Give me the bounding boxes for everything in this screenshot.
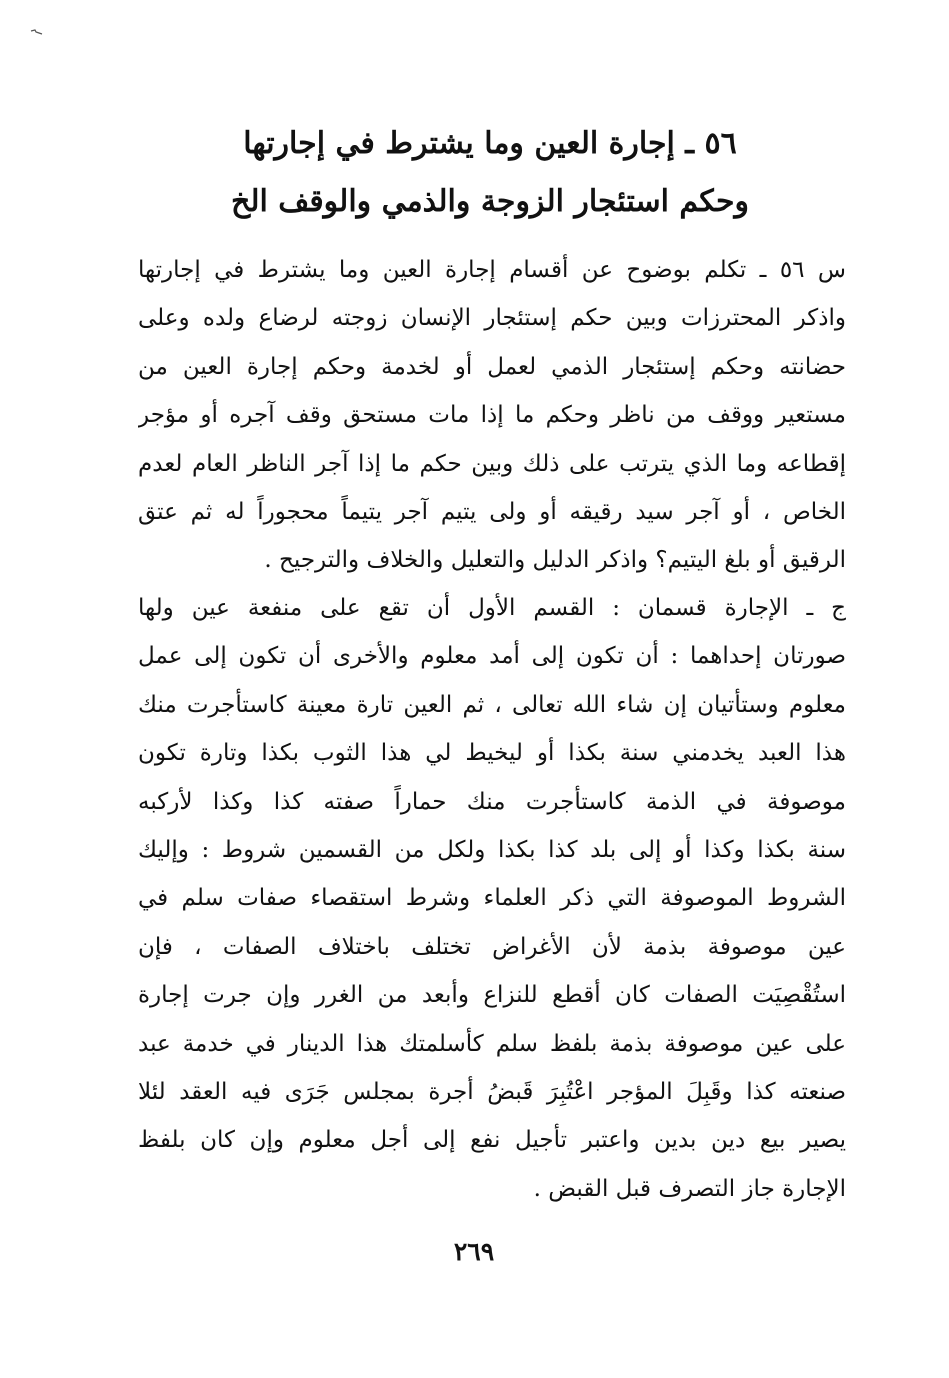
section-title-line-2: وحكم استئجار الزوجة والذمي والوقف الخ <box>231 184 749 219</box>
answer-line: استُقْصِيَت الصفات كان أقطع للنزاع وأبعد من الغرر وإن جرت إجارة <box>138 982 846 1009</box>
question-line: س ٥٦ ـ تكلم بوضوح عن أقسام إجارة العين وما يشترط في إجارتها <box>138 257 846 283</box>
section-title-line-1: ٥٦ ـ إجارة العين وما يشترط في إجارتها <box>243 126 737 161</box>
question-line: واذكر المحترزات وبين حكم إستئجار الإنسان زوجته لرضاع ولده وعلى <box>138 305 846 332</box>
answer-line: ج ـ الإجارة قسمان : القسم الأول أن تقع على منفعة عين ولها <box>138 595 846 621</box>
answer-line: على عين موصوفة بذمة بلفظ سلم كأسلمتك هذا الدينار في خدمة عبد <box>138 1030 846 1057</box>
page-number: ٢٦٩ <box>453 1237 495 1266</box>
answer-line: هذا العبد يخدمني سنة بكذا أو ليخيط لي هذا الثوب بكذا وتارة تكون <box>138 740 846 767</box>
question-line: مستعير ووقف من ناظر وحكم ما إذا مات مستحق وقف آجره أو مؤجر <box>138 402 846 429</box>
question-line: إقطاعه وما الذي يترتب على ذلك وبين حكم ما إذا آجر الناظر العام لعدم <box>138 450 846 477</box>
answer-line: سنة بكذا وكذا أو إلى بلد كذا بكذا ولكل من القسمين شروط : وإليك <box>138 836 846 863</box>
answer-paragraph <box>138 584 846 1213</box>
question-line: الرقيق أو بلغ اليتيم؟ واذكر الدليل والتعليل والخلاف والترجيح . <box>264 547 846 574</box>
answer-line: موصوفة في الذمة كاستأجرت منك حماراً صفته كذا وكذا لأركبه <box>138 788 846 815</box>
answer-line: صنعته كذا وقَبِلَ المؤجر اعْتُبِرَ قَبضُ أجرة بمجلس جَرَى فيه العقد لئلا <box>138 1078 846 1105</box>
answer-line: عين موصوفة بذمة لأن الأغراض تختلف باختلاف الصفات ، فإن <box>138 933 846 960</box>
question-line: حضانته وحكم إستئجار الذمي لعمل أو لخدمة وحكم إجارة العين من <box>138 353 846 380</box>
answer-line: الإجارة جاز التصرف قبل القبض . <box>533 1175 846 1202</box>
scan-speck-mark <box>30 28 44 36</box>
answer-line: يصير بيع دين بدين واعتبر تأجيل نفع إلى أجل معلوم وإن كان بلفظ <box>138 1127 846 1154</box>
question-line: الخاص ، أو آجر سيد رقيقه أو ولى يتيم آجر يتيماً محجوراً له ثم عتق <box>138 498 846 525</box>
answer-line: معلوم وستأتيان إن شاء الله تعالى ، ثم العين تارة معينة كاستأجرت منك <box>138 691 846 718</box>
answer-line: الشروط الموصوفة التي ذكر العلماء وشرط استقصاء صفات سلم في <box>138 885 846 912</box>
question-paragraph <box>138 246 846 585</box>
answer-line: صورتان إحداهما : أن تكون إلى أمد معلوم والأخرى أن تكون إلى عمل <box>138 643 846 670</box>
